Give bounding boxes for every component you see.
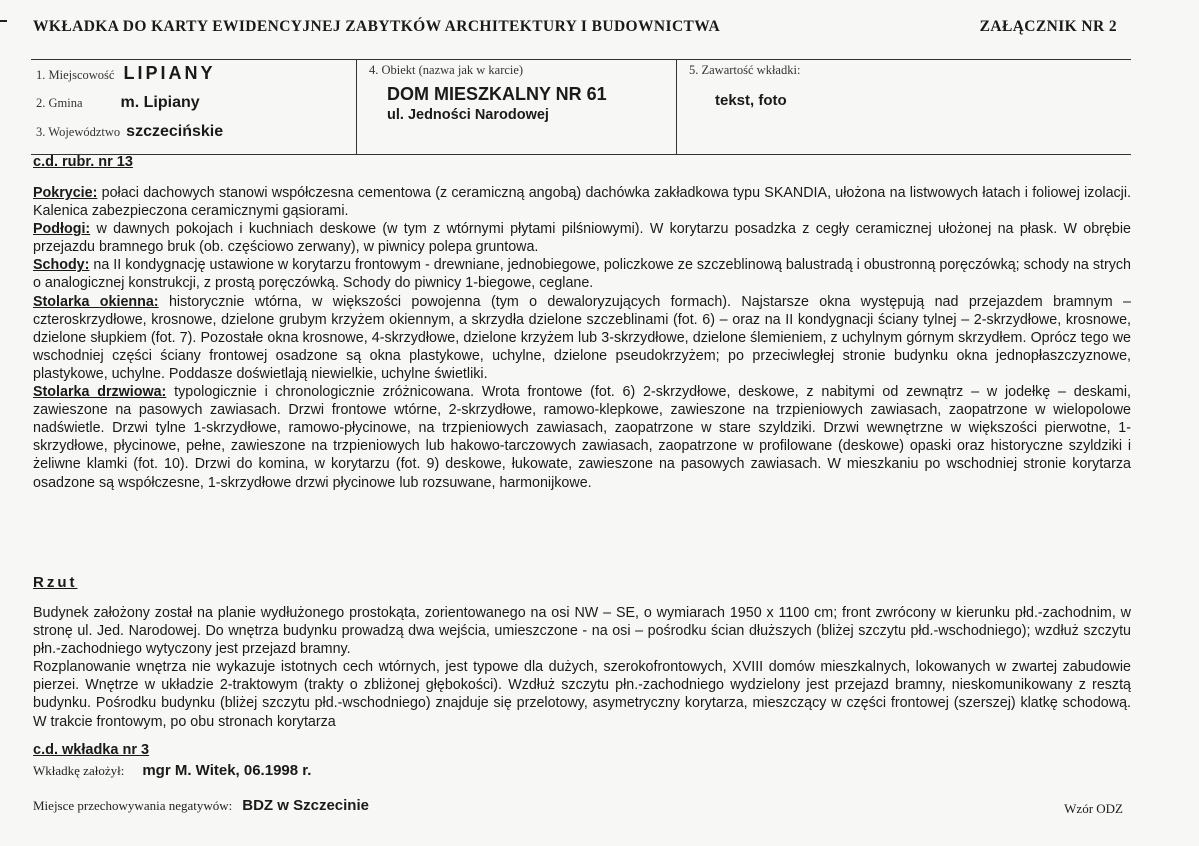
section-podlogi bbox=[33, 220, 1131, 256]
document-title: WKŁADKA DO KARTY EWIDENCYJNEJ ZABYTKÓW ARCHITEKTURY I BUDOWNICTWA bbox=[33, 18, 721, 35]
negatives-storage-label: Miejsce przechowywania negatywów: bbox=[33, 798, 233, 813]
section-stolarka-okienna bbox=[33, 293, 1131, 383]
form-template-id: Wzór ODZ bbox=[1064, 801, 1123, 816]
info-box bbox=[31, 59, 1131, 155]
section-heading: Schody: bbox=[33, 257, 90, 274]
next-insert-reference: c.d. wkładka nr 3 bbox=[33, 742, 150, 758]
section-schody bbox=[33, 256, 1131, 292]
wojewodztwo-row bbox=[36, 123, 223, 141]
obiekt-name: DOM MIESZKALNY NR 61 bbox=[387, 84, 607, 104]
author-value: mgr M. Witek, 06.1998 r. bbox=[142, 762, 312, 779]
section-text: na II kondygnację ustawione w korytarzu frontowym - drewniane, jednobiegowe, policzkowe ze szczeblinową balustradą i obustronną poręczówką; schody na strych o analogicznej konstrukcji, z prostą poręczówką. Schody do piwnicy 1-biegowe, ceglane. bbox=[33, 257, 1131, 292]
section-heading: Stolarka okienna: bbox=[33, 293, 159, 310]
gmina-label: 2. Gmina bbox=[36, 96, 83, 110]
obiekt-label: 4. Obiekt (nazwa jak w karcie) bbox=[369, 63, 524, 77]
location-column bbox=[31, 60, 356, 154]
miejscowosc-label: 1. Miejscowość bbox=[36, 68, 115, 82]
rzut-paragraph-2: Rozplanowanie wnętrza nie wykazuje istotnych cech wtórnych, jest typowe dla dużych, szerokofrontowych, XVIII domów mieszkalnych, lokowanych w zwartej zabudowie pierzei. Wnętrze w układzie 2-traktowym (trakty o zbliżonej głębokości). Wzdłuż szczytu płn.-zachodniego wydzielony jest przejazd bramny, nieskomunikowany z resztą budynku. Pośrodku budynku (bliżej szczytu płd.-wschodniego) znajduje się przelotowy, asymetryczny korytarza, mieszczący w części frontowej (szerszej) klatkę schodową. W trakcie frontowym, po obu stronach korytarza bbox=[33, 659, 1131, 730]
margin-mark bbox=[0, 20, 7, 22]
gmina-row bbox=[36, 94, 200, 112]
section-heading: Podłogi: bbox=[33, 221, 91, 238]
section-text: historycznie wtórna, w większości powojenna (tym o dewaloryzujących formach). Najstarsze okna występują nad przejazdem bramnym – czteroskrzydłowe, krosnowe, dzielone grubym krzyżem okiennym, a skrzydła dzielone szczeblinami (fot. 6) – oraz na II kondygnacji ściany tylnej – 2-skrzydłowe, krosnowe, dzielone słupkiem (fot. 7). Pozostałe okna krosnowe, 4-skrzydłowe, dzielone krzyżem lub 3-skrzydłowe, dzielone ślemieniem, z uchylnym górnym skrzydłem. Oprócz tego we wschodniej części ściany frontowej osadzone są okna plastykowe, uchylne, dzielone pseudokrzyżem; po przeciwległej stronie budynku okna jednopłaszczyznowe, plastykowe, uchylne. Poddasze doświetlają niewielkie, uchylne świetliki. bbox=[33, 293, 1131, 382]
section-heading: Stolarka drzwiowa: bbox=[33, 384, 167, 401]
miejscowosc-value: LIPIANY bbox=[123, 63, 216, 83]
wojewodztwo-label: 3. Województwo bbox=[36, 125, 121, 139]
negatives-storage-row bbox=[33, 797, 369, 814]
section-text: typologicznie i chronologicznie zróżnicowana. Wrota frontowe (fot. 6) 2-skrzydłowe, deskowe, z nabitymi od zewnątrz – w jodełkę – deskami, zawieszone na pasowych zawiasach. Drzwi frontowe wtórne, 2-skrzydłowe, ramowo-klepkowe, zawieszone na trzpieniowych zawiasach, zaopatrzone w wielopolowe nadświetle. Drzwi tylne 1-skrzydłowe, ramowo-płycinowe, na trzpieniowych zawiasach, zaopatrzone w stare szyldziki. Drzwi wewnętrzne w większości pierwotne, 1-skrzydłowe, płycinowe, pełne, zawieszone na trzpieniowych lub hakowo-tarczowych zawiasach, zaopatrzone w profilowane (deskowe) opaski oraz historyczne szyldziki i żeliwne klamki (fot. 10). Drzwi do komina, w korytarzu (fot. 9) deskowe, łukowate, zawieszone na pasowych zawiasach. W mieszkaniu po wschodniej stronie korytarza osadzone są współczesne, 1-skrzydłowe drzwi płycinowe lub rozsuwane, harmonijkowe. bbox=[33, 384, 1131, 491]
rzut-paragraph-1: Budynek założony został na planie wydłużonego prostokąta, zorientowanego na osi NW – SE, o wymiarach 1950 x 1100 cm; front zwrócony w kierunku płd.-zachodnim, w stronę ul. Jed. Narodowej. Do wnętrza budynku prowadzą dwa wejścia, umieszczone - na osi – pośrodku ścian dłuższych (bliżej szczytu płd.-wschodniego); wzdłuż szczytu płn.-zachodniego wytyczony jest przejazd bramny. bbox=[33, 605, 1131, 658]
section-continuation-heading: c.d. rubr. nr 13 bbox=[33, 154, 133, 170]
section-pokrycie bbox=[33, 184, 1131, 220]
annex-number: ZAŁĄCZNIK NR 2 bbox=[979, 18, 1117, 35]
rzut-body bbox=[33, 604, 1131, 731]
object-column bbox=[356, 60, 677, 154]
content-column bbox=[676, 60, 1132, 154]
section-text: w dawnych pokojach i kuchniach deskowe (w tym z wtórnymi płytami pilśniowymi). W korytarzu posadzka z cegły ceramicznej ułożonej na płask. W obrębie przejazdu bramnego bruk (ob. częściowo zerwany), w piwnicy polepa gruntowa. bbox=[33, 221, 1131, 256]
gmina-value: m. Lipiany bbox=[120, 94, 200, 111]
author-label: Wkładkę założył: bbox=[33, 763, 125, 778]
zawartosc-label: 5. Zawartość wkładki: bbox=[689, 63, 801, 77]
obiekt-address: ul. Jedności Narodowej bbox=[387, 107, 549, 123]
wojewodztwo-value: szczecińskie bbox=[126, 123, 224, 140]
section-text: połaci dachowych stanowi współczesna cementowa (z ceramiczną angobą) dachówka zakładkowa typu SKANDIA, ułożona na listwowych łatach i foliowej izolacji. Kalenica zabezpieczona ceramicznymi gąsiorami. bbox=[33, 185, 1131, 220]
zawartosc-value: tekst, foto bbox=[715, 92, 787, 109]
description-body bbox=[33, 184, 1131, 492]
miejscowosc-row bbox=[36, 63, 215, 84]
author-row bbox=[33, 762, 311, 779]
rzut-heading: Rzut bbox=[33, 574, 78, 591]
section-stolarka-drzwiowa bbox=[33, 383, 1131, 492]
negatives-storage-value: BDZ w Szczecinie bbox=[242, 797, 369, 814]
section-heading: Pokrycie: bbox=[33, 185, 98, 201]
